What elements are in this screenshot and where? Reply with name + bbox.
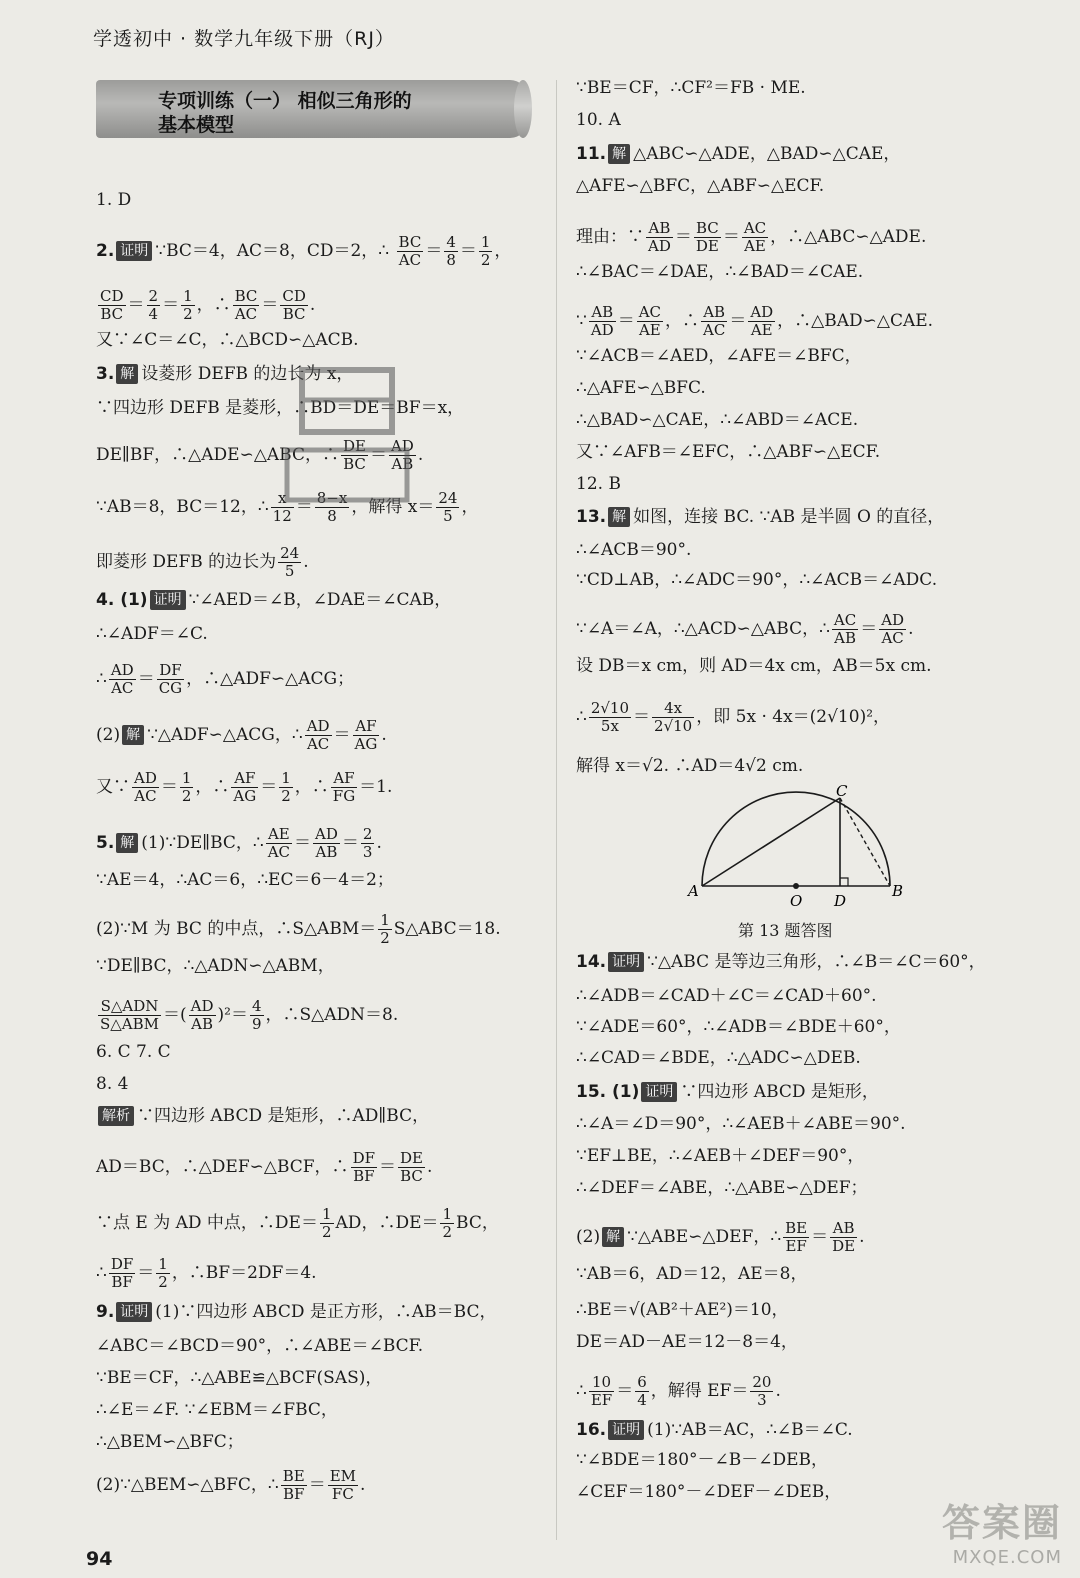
- banner-title-line2: 基本模型: [158, 114, 235, 136]
- answer-11-line6: ∵∠ACB＝∠AED，∠AFE＝∠BFC，: [576, 346, 862, 366]
- answer-4-line4: (2) 解 ∵△ADF∽△ACG，∴ $\frac{AD}{AC}$ ＝ $\frac{AF}{AG}$ .: [96, 717, 387, 753]
- proof-tag: 证明: [116, 241, 152, 261]
- answer-9-line6: (2)∵△BEM∽△BFC，∴ $\frac{BE}{BF}$ ＝ $\frac{EM}{FC}$ .: [96, 1467, 366, 1503]
- answer-13-line5: 设 DB＝x cm，则 AD＝4x cm，AB＝5x cm.: [576, 656, 932, 676]
- page-header: 学透初中 · 数学九年级下册（RJ）: [93, 28, 395, 50]
- answer-15-line4: ∴∠DEF＝∠ABE，∴△ABE∽△DEF；: [576, 1178, 868, 1198]
- answer-14-line4: ∴∠CAD＝∠BDE，∴△ADC∽△DEB.: [576, 1048, 861, 1068]
- proof-tag: 证明: [116, 1302, 152, 1322]
- answer-9-cont: ∵BE＝CF，∴CF²＝FB · ME.: [576, 78, 806, 98]
- answer-8-line2: AD＝BC，∴△DEF∽△BCF，∴ $\frac{DF}{BF}$ ＝ $\frac{DE}{BC}$ .: [96, 1149, 433, 1185]
- answer-15-line9: ∴ $\frac{10}{EF}$ ＝ $\frac{6}{4}$ ，解得 EF＝ $\frac{20}{3}$ .: [576, 1373, 781, 1409]
- answer-3-line1: 3. 解 设菱形 DEFB 的边长为 x，: [96, 364, 354, 384]
- watermark: [942, 1492, 1062, 1568]
- answer-4-line5: 又∵ $\frac{AD}{AC}$ ＝ $\frac{1}{2}$ ，∴ $\frac{AF}{AG}$ ＝ $\frac{1}{2}$ ，∴ $\frac{AF}{FG}$ ＝1.: [96, 769, 393, 805]
- label-a: A: [688, 882, 699, 900]
- answer-2-line1: 2. 证明 ∵BC＝4，AC＝8，CD＝2，∴ $\frac{BC}{AC}$ ＝ $\frac{4}{8}$ ＝ $\frac{1}{2}$ ，: [96, 233, 512, 269]
- figure-caption: 第 13 题答图: [738, 921, 833, 940]
- answer-15-line2: ∴∠A＝∠D＝90°，∴∠AEB＋∠ABE＝90°.: [576, 1114, 906, 1134]
- answer-14-line2: ∴∠ADB＝∠CAD＋∠C＝∠CAD＋60°.: [576, 986, 877, 1006]
- answer-13-line4: ∵∠A＝∠A，∴△ACD∽△ABC，∴ $\frac{AC}{AB}$ ＝ $\frac{AD}{AC}$ .: [576, 611, 914, 647]
- solve-tag: 解: [608, 144, 630, 164]
- answer-11-line3: 理由：∵ $\frac{AB}{AD}$ ＝ $\frac{BC}{DE}$ ＝ $\frac{AC}{AE}$ ，∴△ABC∽△ADE.: [576, 219, 927, 255]
- answer-3-line3: DE∥BF，∴△ADE∽△ABC，∴ $\frac{DE}{BC}$ ＝ $\frac{AD}{AB}$ .: [96, 437, 424, 473]
- banner-title-line1: 专项训练（一） 相似三角形的: [158, 90, 412, 112]
- answer-15-line3: ∵EF⊥BE，∴∠AEB＋∠DEF＝90°，: [576, 1146, 865, 1166]
- solve-tag: 解: [608, 507, 630, 527]
- answer-5-line1: 5. 解 (1)∵DE∥BC，∴ $\frac{AE}{AC}$ ＝ $\frac{AD}{AB}$ ＝ $\frac{2}{3}$ .: [96, 825, 382, 861]
- answer-8-line3: ∵点 E 为 AD 中点，∴DE＝ $\frac{1}{2}$ AD，∴DE＝ $\frac{1}{2}$ BC，: [96, 1205, 499, 1241]
- answer-9-line1: 9. 证明 (1)∵四边形 ABCD 是正方形，∴AB＝BC，: [96, 1302, 497, 1322]
- answer-2-line2: $\frac{CD}{BC}$ ＝ $\frac{2}{4}$ ＝ $\frac{1}{2}$ ，∴ $\frac{BC}{AC}$ ＝ $\frac{CD}{BC}$ .: [100, 287, 316, 323]
- label-c: C: [836, 784, 848, 800]
- center-point-o: [793, 883, 799, 889]
- answer-15-line6: ∵AB＝6，AD＝12，AE＝8，: [576, 1264, 808, 1284]
- answer-13-line2: ∴∠ACB＝90°.: [576, 540, 692, 560]
- answer-11-line7: ∴△AFE∽△BFC.: [576, 378, 706, 398]
- answer-9-line3: ∵BE＝CF，∴△ABE≌△BCF(SAS)，: [96, 1368, 383, 1388]
- answer-6-7: 6. C 7. C: [96, 1042, 171, 1062]
- answer-8-line1: 解析 ∵四边形 ABCD 是矩形，∴AD∥BC，: [96, 1106, 429, 1126]
- solve-tag: 解: [116, 833, 138, 853]
- answer-3-line5: 即菱形 DEFB 的边长为 $\frac{24}{5}$ .: [96, 544, 309, 580]
- answer-5-line3: (2)∵M 为 BC 的中点，∴S△ABM＝ $\frac{1}{2}$ S△ABC＝18.: [96, 911, 501, 947]
- answer-12: 12. B: [576, 474, 621, 494]
- answer-15-line7: ∴BE＝√(AB²＋AE²)＝10，: [576, 1300, 789, 1320]
- answer-15-line8: DE＝AD－AE＝12－8＝4，: [576, 1332, 798, 1352]
- answer-10: 10. A: [576, 110, 621, 130]
- answer-11-line8: ∴△BAD∽△CAE，∴∠ABD＝∠ACE.: [576, 410, 859, 430]
- chord-ac: [702, 798, 840, 886]
- solve-tag: 解: [122, 725, 144, 745]
- page-number: 94: [86, 1548, 113, 1570]
- fraction: $\frac{BC}{AC}$: [398, 233, 422, 269]
- answer-9-line5: ∴△BEM∽△BFC；: [96, 1432, 244, 1452]
- answer-13-line1: 13. 解 如图，连接 BC. ∵AB 是半圆 O 的直径，: [576, 507, 945, 527]
- watermark-url: MXQE.COM: [952, 1547, 1062, 1568]
- answer-14-line1: 14. 证明 ∵△ABC 是等边三角形，∴∠B＝∠C＝60°，: [576, 952, 986, 972]
- solve-tag: 解: [602, 1227, 624, 1247]
- answer-8-line4: ∴ $\frac{DF}{BF}$ ＝ $\frac{1}{2}$ ，∴BF＝2DF＝4.: [96, 1255, 317, 1291]
- answer-3-line4: ∵AB＝8，BC＝12，∴ $\frac{x}{12}$ ＝ $\frac{8-x}{8}$ ，解得 x＝ $\frac{24}{5}$ ，: [96, 489, 479, 525]
- answer-16-line3: ∠CEF＝180°－∠DEF－∠DEB，: [576, 1482, 842, 1502]
- label-d: D: [834, 892, 847, 910]
- semicircle-figure: [684, 784, 914, 914]
- answer-15-line1: 15. (1) 证明 ∵四边形 ABCD 是矩形，: [576, 1082, 879, 1102]
- answer-11-line4: ∴∠BAC＝∠DAE，∴∠BAD＝∠CAE.: [576, 262, 864, 282]
- stamp-mark: [262, 360, 432, 520]
- answer-11-line2: △AFE∽△BFC，△ABF∽△ECF.: [576, 176, 825, 196]
- answer-5-line4: ∵DE∥BC，∴△ADN∽△ABM，: [96, 956, 335, 976]
- answer-1: 1. D: [96, 190, 132, 210]
- answer-11-line5: ∵ $\frac{AB}{AD}$ ＝ $\frac{AC}{AE}$ ，∴ $\frac{AB}{AC}$ ＝ $\frac{AD}{AE}$ ，∴△BAD∽△CAE.: [576, 303, 934, 339]
- answer-16-line1: 16. 证明 (1)∵AB＝AC，∴∠B＝∠C.: [576, 1420, 853, 1440]
- answer-9-line4: ∴∠E＝∠F. ∵∠EBM＝∠FBC，: [96, 1400, 338, 1420]
- answer-9-line2: ∠ABC＝∠BCD＝90°，∴∠ABE＝∠BCF.: [96, 1336, 424, 1356]
- answer-4-line3: ∴ $\frac{AD}{AC}$ ＝ $\frac{DF}{CG}$ ，∴△ADF∽△ACG；: [96, 661, 355, 697]
- watermark-title: 答案圈: [941, 1501, 1062, 1545]
- answer-4-line2: ∴∠ADF＝∠C.: [96, 624, 208, 644]
- solve-tag: 解: [116, 364, 138, 384]
- answer-11-line9: 又∵∠AFB＝∠EFC，∴△ABF∽△ECF.: [576, 442, 881, 462]
- answer-5-line5: $\frac{\text{S△ADN}}{\text{S△ABM}}$ ＝( $\frac{AD}{AB}$ )²＝ $\frac{4}{9}$ ，∴S△ADN＝8.: [100, 997, 399, 1033]
- section-banner: [96, 80, 528, 138]
- proof-tag: 证明: [641, 1082, 677, 1102]
- answer-13-line7: 解得 x＝√2. ∴AD＝4√2 cm.: [576, 756, 804, 776]
- label-b: B: [892, 882, 904, 900]
- answer-11-line1: 11. 解 △ABC∽△ADE，△BAD∽△CAE，: [576, 144, 901, 164]
- answer-2-line3: 又∵∠C＝∠C，∴△BCD∽△ACB.: [96, 330, 359, 350]
- answer-4-line1: 4. (1) 证明 ∵∠AED＝∠B，∠DAE＝∠CAB，: [96, 590, 452, 610]
- proof-tag: 证明: [150, 590, 186, 610]
- right-angle-mark: [840, 878, 848, 886]
- answer-14-line3: ∵∠ADE＝60°，∴∠ADB＝∠BDE＋60°，: [576, 1017, 901, 1037]
- analysis-tag: 解析: [98, 1106, 134, 1126]
- label-o: O: [790, 892, 803, 910]
- answer-15-line5: (2) 解 ∵△ABE∽△DEF，∴ $\frac{BE}{EF}$ ＝ $\frac{AB}{DE}$ .: [576, 1219, 865, 1255]
- proof-tag: 证明: [608, 952, 644, 972]
- answer-5-line2: ∵AE＝4，∴AC＝6，∴EC＝6－4＝2；: [96, 870, 394, 890]
- answer-13-line3: ∵CD⊥AB，∴∠ADC＝90°，∴∠ACB＝∠ADC.: [576, 570, 938, 590]
- answer-13-line6: ∴ $\frac{2√10}{5x}$ ＝ $\frac{4x}{2√10}$ ，即 5x · 4x＝(2√10)²，: [576, 699, 891, 735]
- answer-16-line2: ∵∠BDE＝180°－∠B－∠DEB，: [576, 1450, 829, 1470]
- answer-8: 8. 4: [96, 1074, 129, 1094]
- answer-3-line2: ∵四边形 DEFB 是菱形，∴BD＝DE＝BF＝x，: [96, 398, 465, 418]
- proof-tag: 证明: [608, 1420, 644, 1440]
- semicircle-arc: [702, 792, 890, 886]
- segment-bc-dashed: [840, 798, 890, 886]
- column-divider: [556, 80, 557, 1540]
